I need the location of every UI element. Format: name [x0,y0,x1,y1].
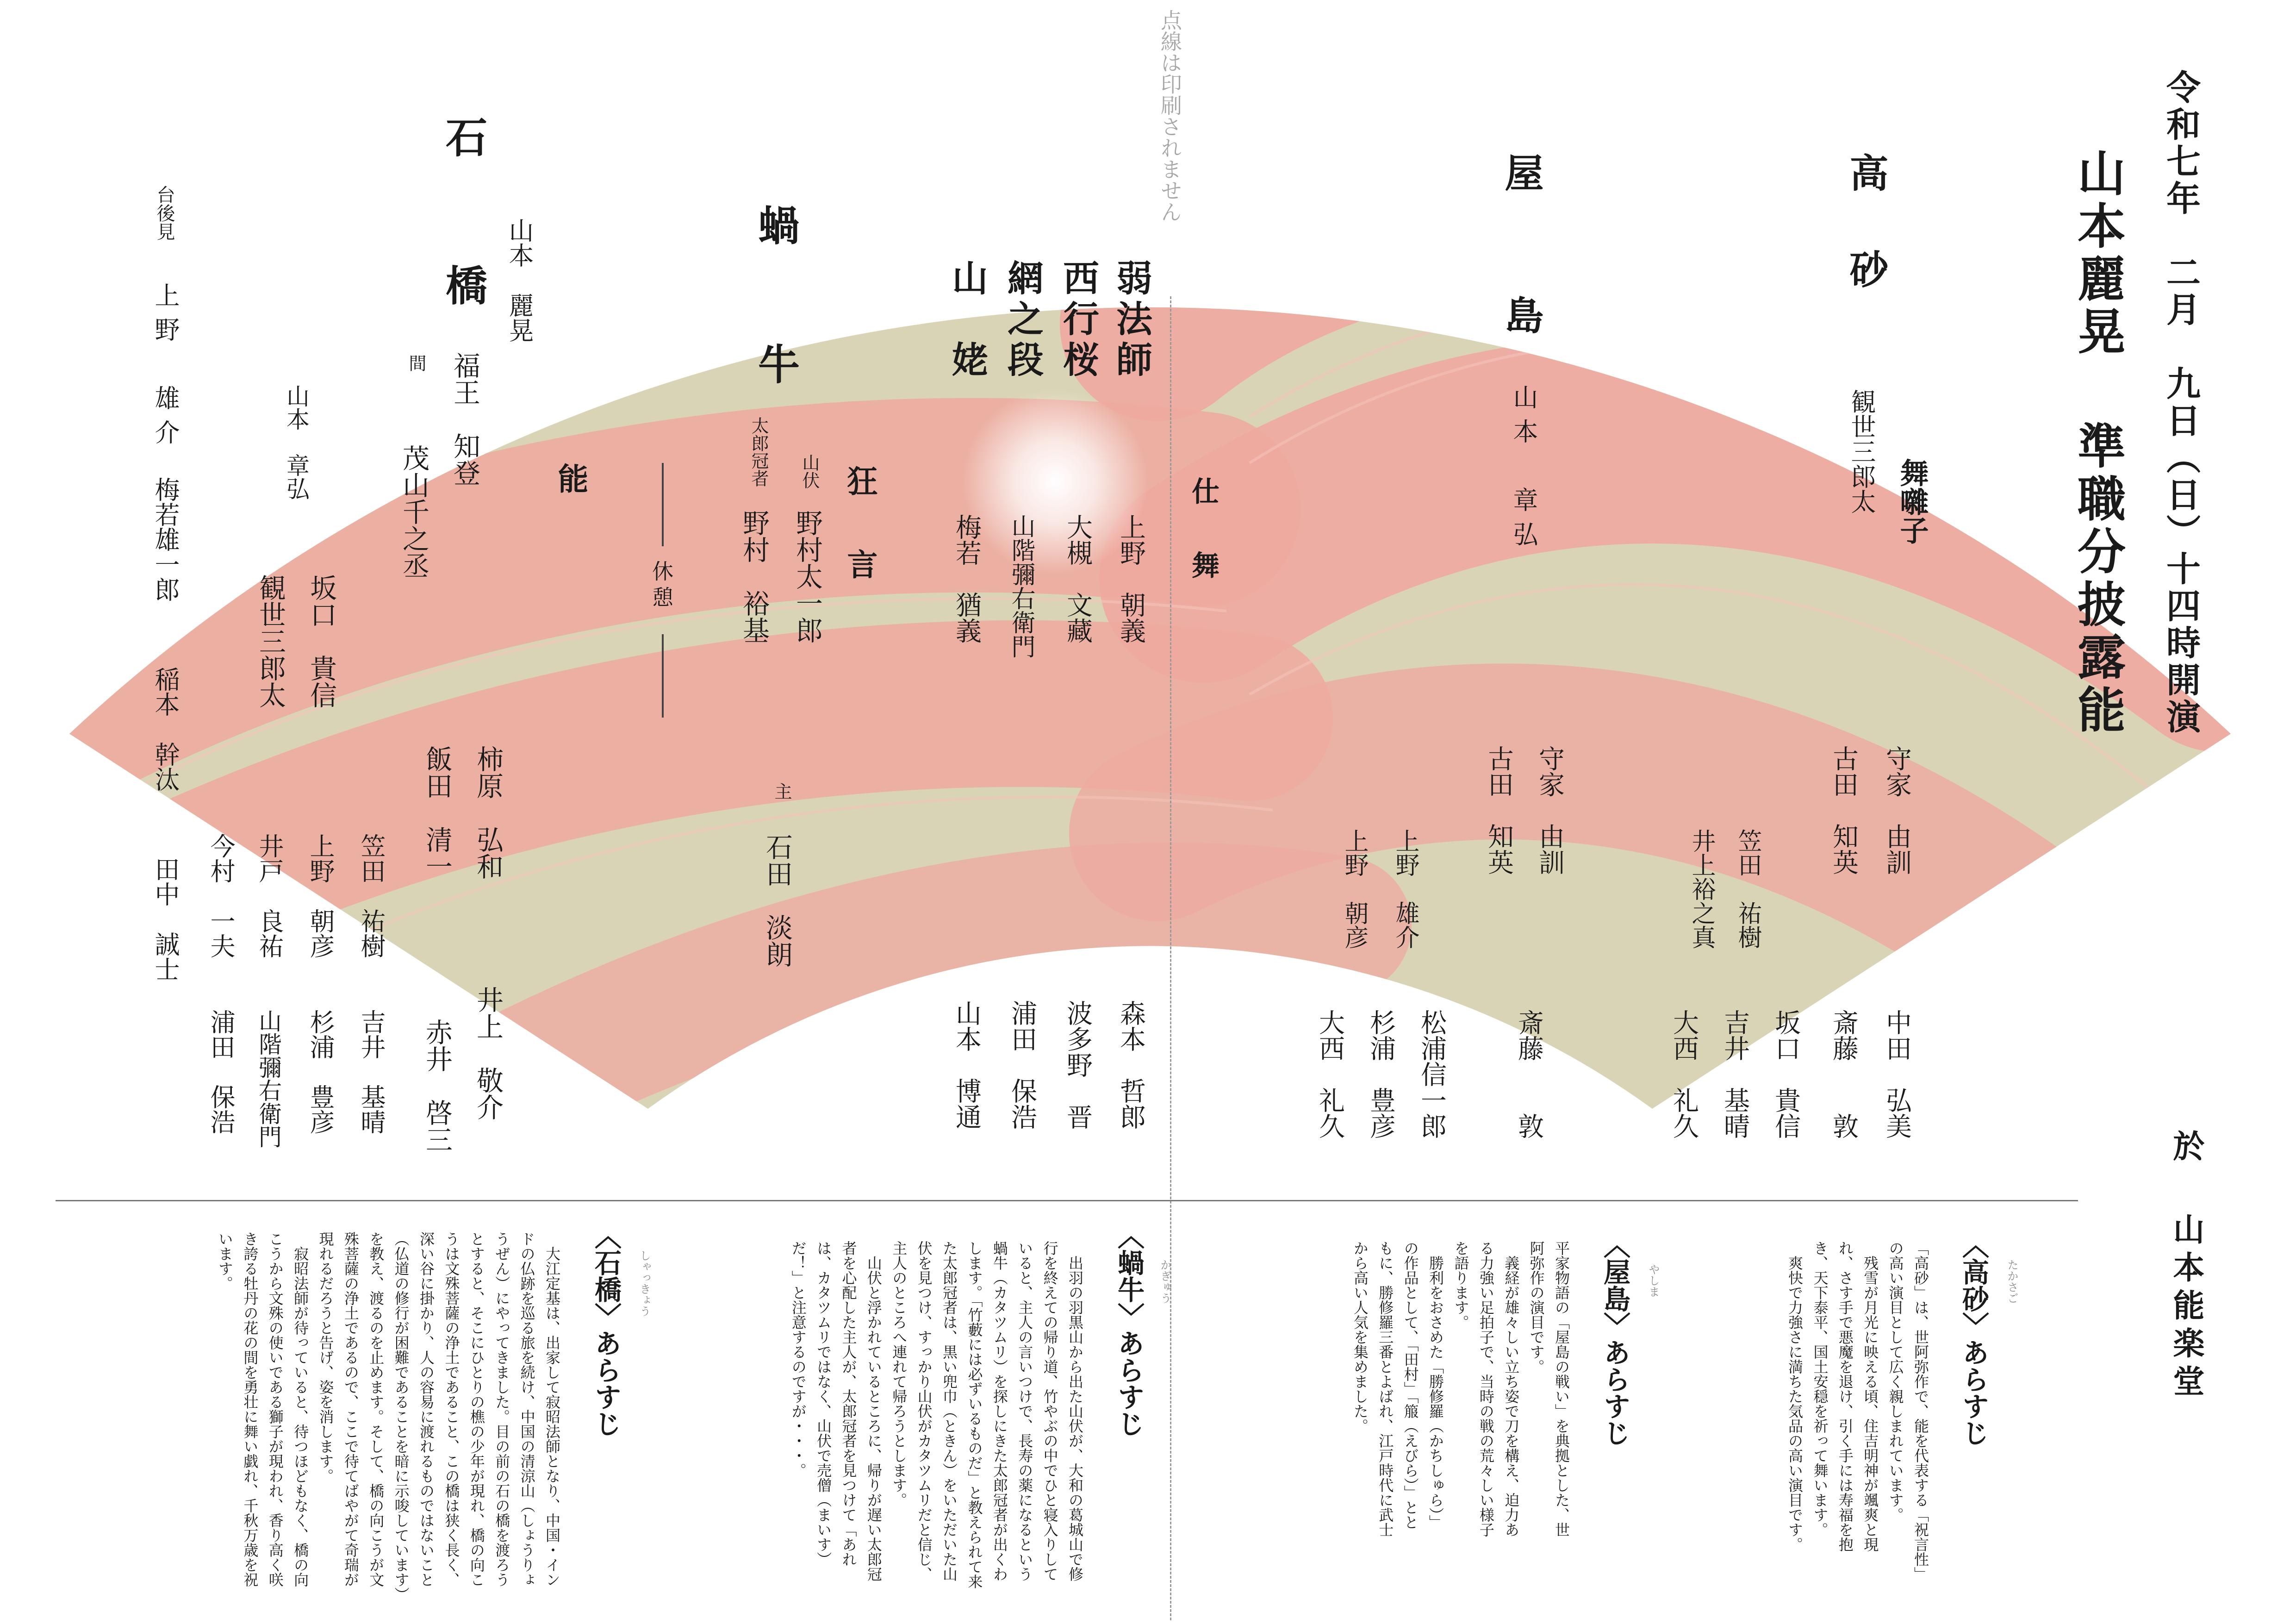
shimai-title-3: 網之段 [1002,259,1044,381]
kyogen-taro-role: 太郎冠者 [748,417,769,487]
synopsis-shakkyo-ruby: しゃっきょう [638,1250,651,1317]
shimai-hayashi-3: 浦田 保浩 [1007,1000,1037,1130]
takasago-hayashi-label: 舞囃子 [1895,458,1929,544]
shakkyo-heading: 能 [553,463,589,493]
shimai-hayashi-4: 山本 博通 [952,1000,982,1130]
takasago-shite: 観世三郎太 [1847,389,1876,514]
kyogen-heading: 狂 言 [842,465,878,590]
kyogen-yamabushi: 野村太一郎 [791,509,823,643]
takasago-cast-5: 中田 弘美 [1882,1009,1912,1139]
kyogen-shu: 石田 淡朗 [761,833,793,968]
kyogen-shu-role: 主 [772,782,792,800]
shakkyo-shite: 山本 麗晃 [505,218,534,343]
shimai-title-4: 山 姥 [946,259,988,381]
synopsis-kagyu-ruby: かぎゅう [1158,1259,1171,1304]
shakkyo-hayashi-7: 井戸 良祐 [255,833,284,958]
shimai-performer-1: 上野 朝義 [1116,514,1146,643]
yashima-cast-8: 大西 礼久 [1315,1009,1345,1139]
shakkyo-hayashi-10: 赤井 啓三 [421,1018,453,1153]
shakkyo-hayashi-11: 吉井 基晴 [357,1009,386,1134]
shakkyo-koken-label: 台後見 [154,185,175,241]
yashima-cast-4: 上野 朝彦 [1340,829,1368,949]
shakkyo-ai-2: 茂山千之丞 [398,444,429,579]
shakkyo-hayashi-4: 飯田 清一 [421,745,453,880]
shakkyo-hayashi-12: 杉浦 豊彦 [306,1009,335,1134]
takasago-cast-7: 坂口 貴信 [1771,1009,1801,1139]
print-notice: 点線は印刷されません [1157,9,1182,222]
shimai-performer-4: 梅若 猶義 [952,514,982,643]
fold-line [1170,296,1171,1620]
event-date: 令和七年 二月 九日（日）十四時開演 [2161,69,2201,736]
yashima-cast-5: 斎藤 敦 [1514,1009,1544,1139]
kyogen-yamabushi-role: 山伏 [799,454,820,489]
synopsis-shakkyo-heading: 〈石橋〉あらすじ [590,1222,622,1437]
venue-prefix: 於 [2168,1130,2205,1161]
shakkyo-ai-1: 福王 知登 [449,352,480,486]
kyukei-line-bottom [662,634,664,718]
venue: 山本能楽堂 [2168,1213,2205,1403]
synopsis-yashima-heading: 〈屋島〉あらすじ [1599,1231,1630,1446]
synopsis-takasago-heading: 〈高砂〉あらすじ [1958,1231,1989,1446]
shakkyo-hayashi-13: 山階彌右衛門 [255,1009,282,1148]
shakkyo-title: 石 橋 [438,116,487,338]
synopsis-yashima-ruby: やしま [1647,1264,1660,1297]
kyogen-title: 蝸 牛 [751,204,800,412]
shakkyo-hayashi-9: 井上 敬介 [472,986,504,1120]
shimai-title-1: 弱法師 [1110,259,1152,381]
yashima-cast-1: 守家 由訓 [1535,745,1565,875]
shakkyo-hayashi-1: 坂口 貴信 [305,574,337,708]
event-title: 山本麗晃 準職分披露能 [2069,148,2126,737]
shakkyo-hayashi-5: 笠田 祐樹 [357,833,386,958]
synopsis-kagyu-body: 出羽の羽黒山から出た山伏が、大和の葛城山で修行を終えての帰り道、竹やぶの中でひと寝入りしていると、主人の言いつけで、長寿の薬になるという蝸牛（カタツムリ）を探しにきた太郎冠者が出くわします。「竹藪には必ずいるものだ」と教えられて来た太郎冠者は、黒い兜巾（ときん）をいただいた山伏を見つけ、すっかり山伏がカタツムリだと信じ、主人のところへ連れて帰ろうとします。 山伏と浮かれているところに、帰りが遅い太郎冠者を心配した主人が、太郎冠者を見つけて「あれは、カタツムリではなく、山伏で売僧（まいす）だ！」と注意するのですが・・・。 [789,1241,1084,1589]
shakkyo-koken-1: 上野 雄介 [151,282,180,454]
takasago-cast-4: 井上裕之真 [1687,829,1715,949]
shimai-performer-2: 大槻 文藏 [1063,514,1093,643]
takasago-cast-9: 大西 礼久 [1669,1009,1699,1139]
shakkyo-hayashi-6: 上野 朝彦 [306,833,335,958]
synopsis-takasago-body: 「高砂」は、世阿弥作で、能を代表する「祝言性」の高い演目として広く親しまれています。 残雪が月光に映える頃、住吉明神が颯爽と現れ、さす手で悪魔を退け、引く手には寿福を抱き、天下泰平、国土安穏を祈って舞います。 爽快で力強さに満ちた気品の高い演目です。 [1786,1241,1929,1574]
shakkyo-koken-3: 稲本 幹汰 [151,667,180,792]
takasago-cast-1: 守家 由訓 [1882,745,1912,875]
shakkyo-hayashi-14: 浦田 保浩 [206,1009,236,1134]
takasago-title: 高 砂 [1843,153,1889,297]
shakkyo-hayashi-8: 今村 一夫 [206,833,236,958]
shakkyo-koken-4: 田中 誠士 [151,856,180,981]
shimai-title-2: 西行桜 [1057,259,1099,381]
divider [56,1200,2078,1201]
takasago-cast-6: 斎藤 敦 [1829,1009,1859,1139]
yashima-cast-3: 上野 雄介 [1391,829,1419,949]
shakkyo-koken-2: 梅若雄一郎 [151,477,180,602]
shakkyo-hayashi-2: 観世三郎太 [255,574,286,708]
shimai-heading: 仕 舞 [1187,477,1220,588]
shimai-hayashi-1: 森本 哲郎 [1116,1000,1146,1130]
yashima-cast-6: 松浦信一郎 [1417,1009,1447,1139]
takasago-cast-8: 吉井 基晴 [1720,1009,1750,1139]
yashima-title: 屋 島 [1499,153,1544,367]
kyukei-line-top [662,463,664,546]
shakkyo-waki: 山本 章弘 [283,384,310,500]
yashima-cast-2: 古田 知英 [1484,745,1514,875]
yashima-cast-7: 杉浦 豊彦 [1366,1009,1396,1139]
synopsis-takasago-ruby: たかさご [2005,1259,2018,1304]
takasago-cast-3: 笠田 祐樹 [1734,829,1761,949]
shimai-hayashi-2: 波多野 晋 [1063,1000,1093,1130]
takasago-cast-2: 古田 知英 [1829,745,1859,875]
kyukei: 休憩 [649,560,674,612]
shimai-performer-3: 山階彌右衛門 [1007,514,1035,658]
synopsis-yashima-body: 平家物語の「屋島の戦い」を典拠とした、世阿弥作の演目です。 義経が雄々しい立ち姿で刀を構え、迫力ある力強い足拍子で、当時の戦の荒々しい様子を語ります。 勝利をおさめた「勝修羅（かちしゅら）」の作品として、「田村」「箙（えびら）」とともに、勝修羅三番とよばれ、江戸時代に武士から高い人気を集めました。 [1351,1241,1570,1537]
yashima-shite: 山本 章弘 [1509,384,1538,556]
kyogen-taro: 野村 裕基 [738,509,770,643]
shakkyo-hayashi-3: 柿原 弘和 [472,745,504,880]
synopsis-kagyu-heading: 〈蝸牛〉あらすじ [1113,1222,1145,1437]
synopsis-shakkyo-body: 大江定基は、出家して寂昭法師となり、中国・インドの仏跡を巡る旅を続け、中国の清涼山（しょうりょうぜん）にやってきました。目の前の石の橋を渡ろうとすると、そこにひとりの樵の少年が現れ、橋の向こうは文殊菩薩の浄土であること、この橋は狭く長く、深い谷に掛かり、人の容易に渡れるものではないこと（仏道の修行が困難であることを暗に示唆しています）を教え、渡るのを止めます。そして、橋の向こうが文殊菩薩の浄土であるので、ここで待てばやがて奇瑞が現れるだろうと告げ、姿を消します。 寂昭法師が待っていると、待つほどもなく、橋の向こうから文殊の使いである獅子が現われ、香り高く咲き誇る牡丹の花の間を勇壮に舞い戯れ、千秋万歳を祝います。 [216,1231,561,1594]
shakkyo-ai-role: 間 [406,354,426,372]
